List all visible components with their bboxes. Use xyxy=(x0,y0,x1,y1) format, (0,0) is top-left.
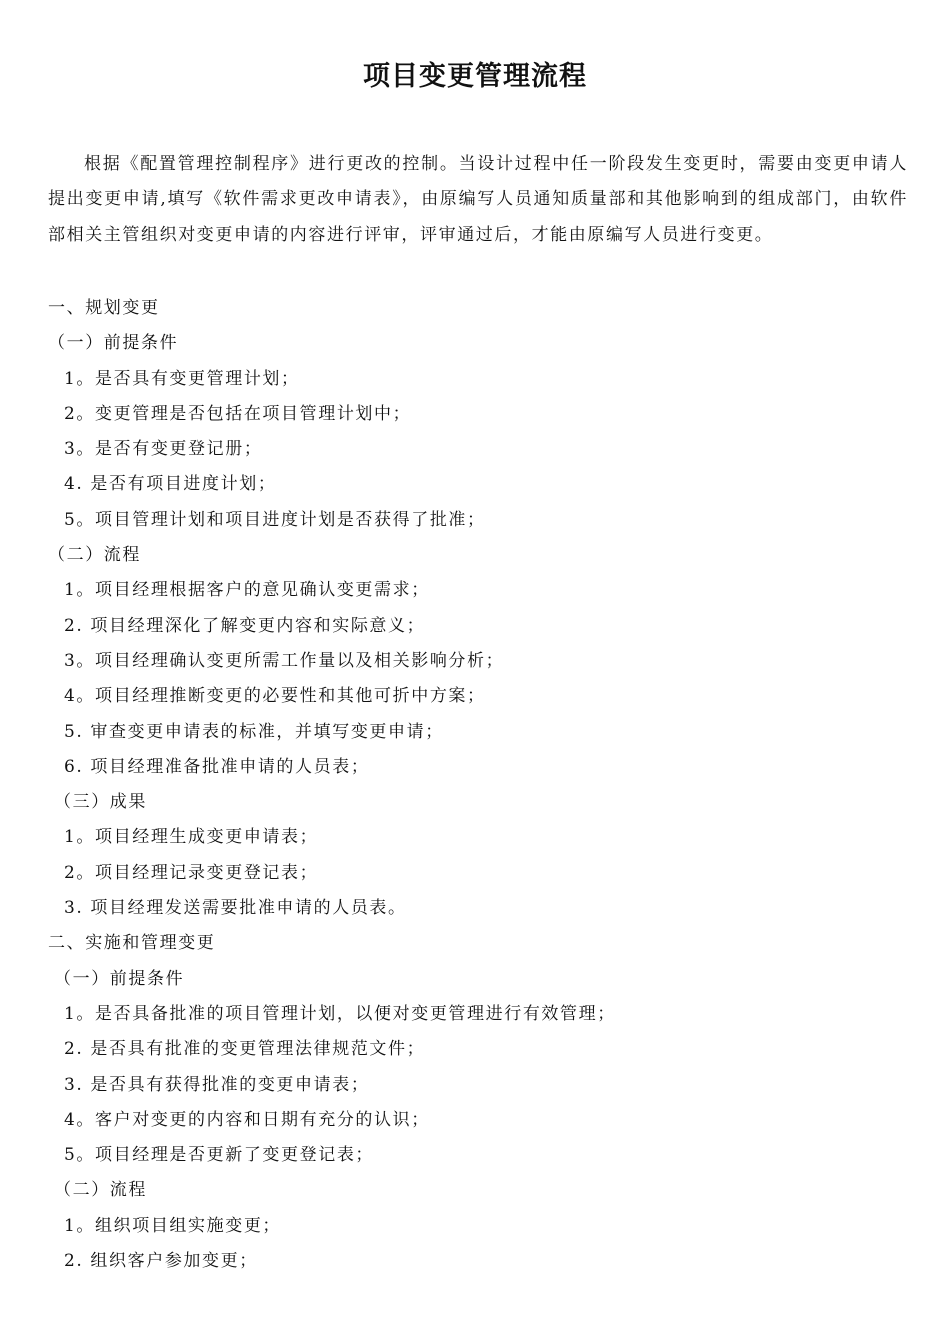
list-item: 2. 组织客户参加变更； xyxy=(64,1251,258,1272)
list-item: 4。客户对变更的内容和日期有充分的认识； xyxy=(64,1109,430,1130)
subsection-heading: （二）流程 xyxy=(48,545,141,566)
list-item: 6. 项目经理准备批准申请的人员表； xyxy=(64,756,370,777)
list-item: 2. 是否具有批准的变更管理法律规范文件； xyxy=(64,1039,426,1060)
section-heading: 二、实施和管理变更 xyxy=(48,933,216,954)
list-item: 4. 是否有项目进度计划； xyxy=(64,474,277,495)
list-item: 2。变更管理是否包括在项目管理计划中； xyxy=(64,403,412,424)
list-item: 3. 项目经理发送需要批准申请的人员表。 xyxy=(64,898,407,919)
list-item: 5. 审查变更申请表的标准，并填写变更申请； xyxy=(64,721,444,742)
list-item: 5。项目经理是否更新了变更登记表； xyxy=(64,1145,375,1166)
subsection-heading: （三）成果 xyxy=(54,792,147,813)
list-item: 3. 是否具有获得批准的变更申请表； xyxy=(64,1074,370,1095)
document-title: 项目变更管理流程 xyxy=(363,61,587,92)
list-item: 5。项目管理计划和项目进度计划是否获得了批准； xyxy=(64,509,486,530)
list-item: 1。组织项目组实施变更； xyxy=(64,1215,282,1236)
intro-paragraph: 根据《配置管理控制程序》进行更改的控制。当设计过程中任一阶段发生变更时，需要由变更申请人提出变更申请,填写《软件需求更改申请表》，由原编写人员通知质量部和其他影响到的组成部门，由软件部相关主管组织对变更申请的内容进行评审，评审通过后，才能由原编写人员进行变更。 xyxy=(48,154,908,245)
content-lines xyxy=(0,291,950,1279)
list-item: 1。项目经理根据客户的意见确认变更需求； xyxy=(64,580,430,601)
list-item: 3。项目经理确认变更所需工作量以及相关影响分析； xyxy=(64,650,505,671)
subsection-heading: （一）前提条件 xyxy=(48,333,179,354)
subsection-heading: （一）前提条件 xyxy=(54,968,185,989)
list-item: 1。是否具备批准的项目管理计划，以便对变更管理进行有效管理； xyxy=(64,1003,616,1024)
list-item: 2. 项目经理深化了解变更内容和实际意义； xyxy=(64,615,426,636)
list-item: 1。项目经理生成变更申请表； xyxy=(64,827,319,848)
list-item: 3。是否有变更登记册； xyxy=(64,439,263,460)
list-item: 4。项目经理推断变更的必要性和其他可折中方案； xyxy=(64,686,486,707)
list-item: 2。项目经理记录变更登记表； xyxy=(64,862,319,883)
subsection-heading: （二）流程 xyxy=(54,1180,147,1201)
section-heading: 一、规划变更 xyxy=(48,298,160,318)
list-item: 1。是否具有变更管理计划； xyxy=(64,368,300,389)
